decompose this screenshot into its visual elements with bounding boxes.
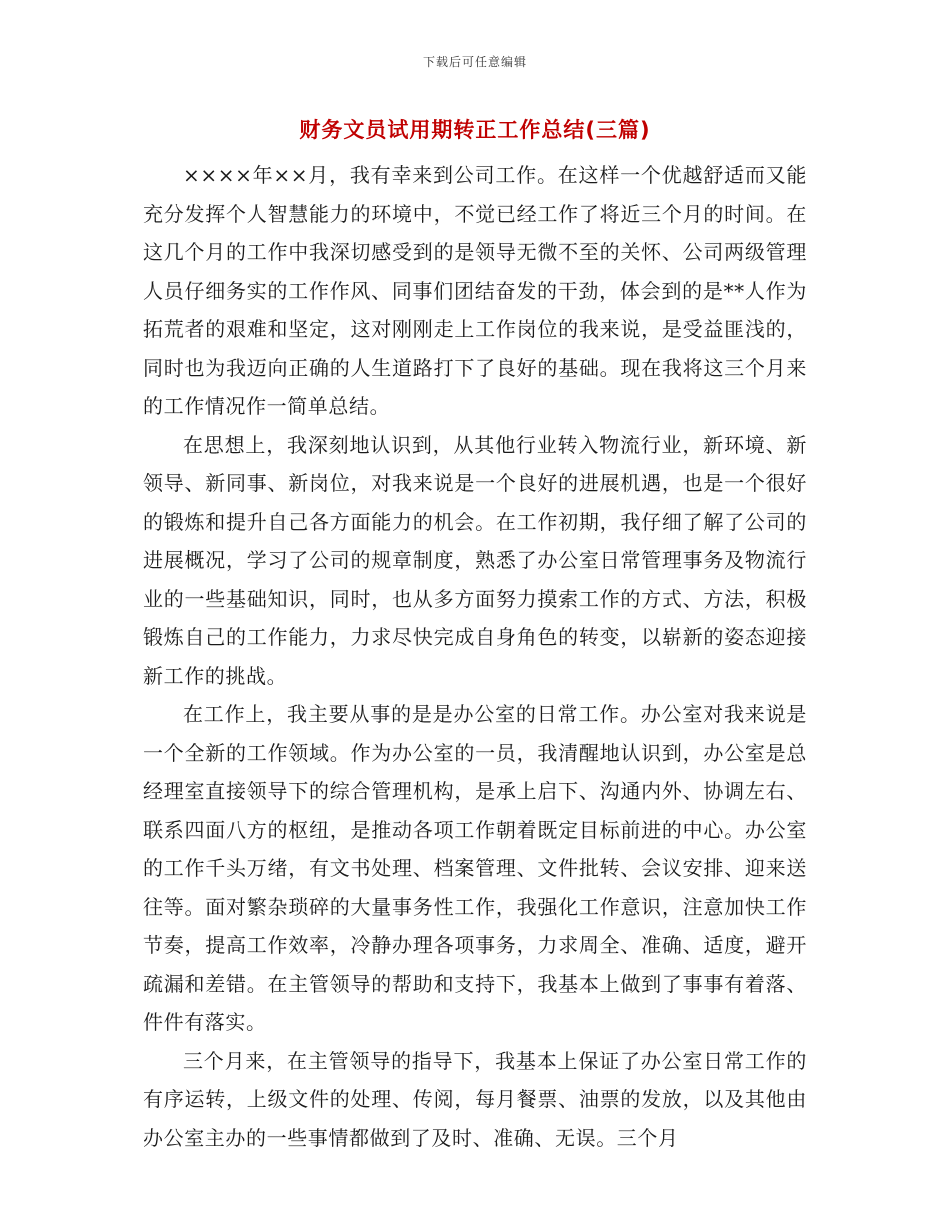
document-title: 财务文员试用期转正工作总结(三篇) [299, 118, 651, 142]
paragraph: ××××年××月，我有幸来到公司工作。在这样一个优越舒适而又能充分发挥个人智慧能力的环境中，不觉已经工作了将近三个月的时间。在这几个月的工作中我深切感受到的是领导无微不至的关怀、公司两级管理人员仔细务实的工作作风、同事们团结奋发的干劲，体会到的是**人作为拓荒者的艰难和坚定，这对刚刚走上工作岗位的我来说，是受益匪浅的，同时也为我迈向正确的人生道路打下了良好的基础。现在我将这三个月来的工作情况作一简单总结。 [143, 163, 807, 418]
page-header: 下载后可任意编辑 [422, 55, 527, 69]
paragraph: 在思想上，我深刻地认识到，从其他行业转入物流行业，新环境、新领导、新同事、新岗位，对我来说是一个良好的进展机遇，也是一个很好的锻炼和提升自己各方面能力的机会。在工作初期，我仔细了解了公司的进展概况，学习了公司的规章制度，熟悉了办公室日常管理事务及物流行业的一些基础知识，同时，也从多方面努力摸索工作的方式、方法，积极锻炼自己的工作能力，力求尽快完成自身角色的转变，以崭新的姿态迎接新工作的挑战。 [143, 432, 807, 688]
paragraph: 在工作上，我主要从事的是是办公室的日常工作。办公室对我来说是一个全新的工作领域。作为办公室的一员，我清醒地认识到，办公室是总经理室直接领导下的综合管理机构，是承上启下、沟通内外、协调左右、联系四面八方的枢纽，是推动各项工作朝着既定目标前进的中心。办公室的工作千头万绪，有文书处理、档案管理、文件批转、会议安排、迎来送往等。面对繁杂琐碎的大量事务性工作，我强化工作意识，注意加快工作节奏，提高工作效率，冷静办理各项事务，力求周全、准确、适度，避开疏漏和差错。在主管领导的帮助和支持下，我基本上做到了事事有着落、件件有落实。 [143, 702, 807, 1034]
document-body [143, 156, 807, 1157]
paragraph: 三个月来，在主管领导的指导下，我基本上保证了办公室日常工作的有序运转，上级文件的处理、传阅，每月餐票、油票的发放，以及其他由办公室主办的一些事情都做到了及时、准确、无误。三个月 [143, 1048, 807, 1150]
